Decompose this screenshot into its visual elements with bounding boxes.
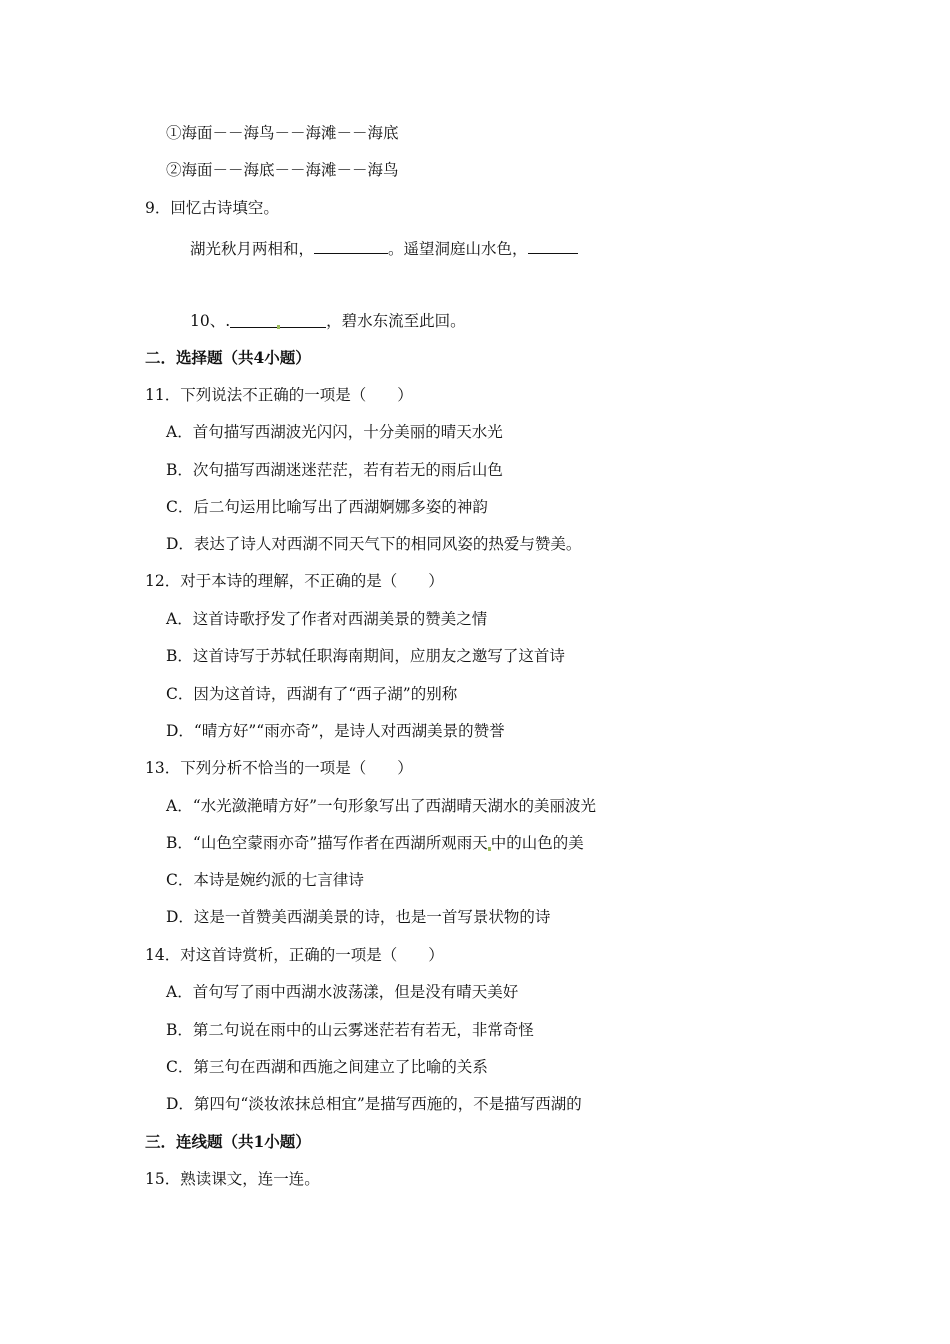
option-2: ②海面－－海底－－海滩－－海鸟 [166, 161, 399, 179]
question-10-number: 10、. [190, 312, 231, 330]
green-dot-mark [277, 325, 280, 329]
question-12-option-c: C．因为这首诗，西湖有了“西子湖”的别称 [166, 685, 458, 703]
question-12-option-b: B．这首诗写于苏轼任职海南期间，应朋友之邀写了这首诗 [166, 647, 565, 665]
question-13-option-b [166, 833, 584, 853]
section-2-heading: 二．选择题（共4小题） [145, 348, 311, 367]
question-14-option-d: D．第四句“淡妆浓抹总相宜”是描写西施的，不是描写西湖的 [166, 1095, 582, 1113]
question-11-option-d: D．表达了诗人对西湖不同天气下的相同风姿的热爱与赞美。 [166, 535, 582, 553]
poem-text-a: 湖光秋月两相和， [190, 240, 315, 258]
question-11-option-a: A．首句描写西湖波光闪闪，十分美丽的晴天水光 [166, 423, 503, 441]
question-12-stem: 12．对于本诗的理解，不正确的是（ ） [145, 572, 444, 590]
option-1: ①海面－－海鸟－－海滩－－海底 [166, 124, 399, 142]
question-14-option-c: C．第三句在西湖和西施之间建立了比喻的关系 [166, 1058, 488, 1076]
question-13-stem: 13．下列分析不恰当的一项是（ ） [145, 759, 413, 777]
question-10-tail: ，碧水东流至此回。 [326, 312, 466, 330]
question-9-number: 9． [145, 199, 171, 217]
answer-blank-3[interactable] [230, 311, 326, 328]
question-13-option-b-part1: B．“山色空蒙雨亦奇”描写作者在西湖所观雨天 [166, 834, 488, 852]
question-9-poem-line [190, 237, 578, 259]
question-15-stem: 15．熟读课文，连一连。 [145, 1170, 320, 1188]
poem-text-b: 。遥望洞庭山水色， [388, 240, 528, 258]
question-11-option-b: B．次句描写西湖迷迷茫茫，若有若无的雨后山色 [166, 461, 503, 479]
section-3-heading: 三．连线题（共1小题） [145, 1132, 311, 1151]
answer-blank-2[interactable] [528, 237, 578, 254]
question-13-option-d: D．这是一首赞美西湖美景的诗，也是一首写景状物的诗 [166, 908, 551, 926]
question-10 [190, 311, 466, 331]
question-13-option-a: A．“水光潋滟晴方好”一句形象写出了西湖晴天湖水的美丽波光 [166, 797, 597, 815]
answer-blank-1[interactable] [314, 237, 388, 254]
question-14-option-a: A．首句写了雨中西湖水波荡漾，但是没有晴天美好 [166, 983, 519, 1001]
question-11-stem: 11．下列说法不正确的一项是（ ） [145, 386, 413, 404]
question-14-stem: 14．对这首诗赏析，正确的一项是（ ） [145, 946, 444, 964]
question-12-option-d: D．“晴方好”“雨亦奇”，是诗人对西湖美景的赞誉 [166, 722, 505, 740]
question-13-option-c: C．本诗是婉约派的七言律诗 [166, 871, 364, 889]
question-12-option-a: A．这首诗歌抒发了作者对西湖美景的赞美之情 [166, 610, 488, 628]
question-11-option-c: C．后二句运用比喻写出了西湖婀娜多姿的神韵 [166, 498, 488, 516]
question-13-option-b-part2: 中的山色的美 [490, 834, 584, 852]
question-9-text: 回忆古诗填空。 [170, 199, 279, 217]
question-9 [145, 198, 279, 218]
question-14-option-b: B．第二句说在雨中的山云雾迷茫若有若无，非常奇怪 [166, 1021, 534, 1039]
